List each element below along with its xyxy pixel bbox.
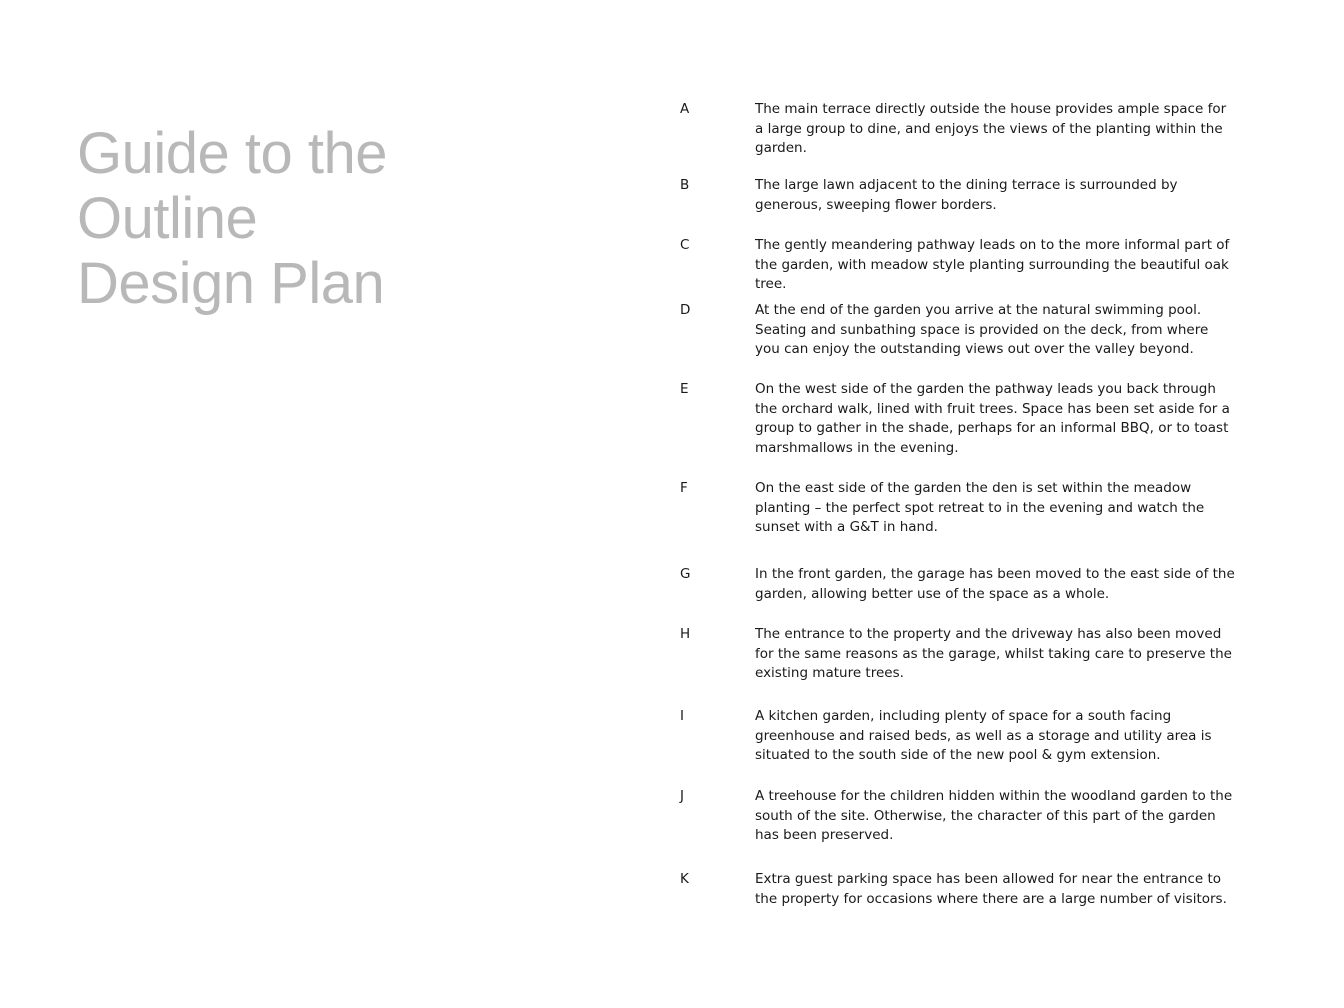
legend-letter: I: [680, 708, 684, 724]
legend-letter: C: [680, 237, 690, 253]
page-title-line-3: Design Plan: [77, 251, 385, 316]
legend-text: The main terrace directly outside the house provides ample space for a large group to dine, and enjoys the views of the planting within the garden.: [755, 101, 1227, 156]
legend-letter: G: [680, 566, 691, 582]
legend-text: Extra guest parking space has been allowed for near the entrance to the property for occasions where there are a large number of visitors.: [755, 871, 1227, 907]
legend-letter: A: [680, 101, 690, 117]
legend-text: In the front garden, the garage has been moved to the east side of the garden, allowing better use of the space as a whole.: [755, 566, 1235, 602]
legend-letter: D: [680, 302, 691, 318]
legend-letter: K: [680, 871, 689, 887]
page-title: [77, 121, 477, 316]
legend-letter: H: [680, 626, 691, 642]
page-title-line-1: Guide to the: [77, 121, 387, 186]
legend-text: On the west side of the garden the pathway leads you back through the orchard walk, lined with fruit trees. Space has been set aside for a group to gather in the shade, perhaps for an informal BBQ, or to toast marshmallows in the evening.: [755, 381, 1230, 456]
legend-text: At the end of the garden you arrive at the natural swimming pool. Seating and sunbathing space is provided on the deck, from where you can enjoy the outstanding views out over the valley beyond.: [755, 302, 1209, 357]
legend-letter: B: [680, 177, 690, 193]
legend-text: A treehouse for the children hidden within the woodland garden to the south of the site. Otherwise, the character of this part of the garden has been preserved.: [755, 788, 1233, 843]
legend-letter: E: [680, 381, 689, 397]
legend-letter: J: [680, 788, 684, 804]
legend-text: The gently meandering pathway leads on to the more informal part of the garden, with meadow style planting surrounding the beautiful oak tree.: [755, 237, 1230, 292]
page-title-line-2: Outline: [77, 186, 258, 251]
legend-letter: F: [680, 480, 688, 496]
legend-text: On the east side of the garden the den is set within the meadow planting – the perfect spot retreat to in the evening and watch the sunset with a G&T in hand.: [755, 480, 1205, 535]
legend-text: The large lawn adjacent to the dining terrace is surrounded by generous, sweeping flower borders.: [755, 177, 1178, 213]
legend-text: A kitchen garden, including plenty of space for a south facing greenhouse and raised beds, as well as a storage and utility area is situated to the south side of the new pool & gym extension.: [755, 708, 1212, 763]
legend-text: The entrance to the property and the driveway has also been moved for the same reasons as the garage, whilst taking care to preserve the existing mature trees.: [755, 626, 1232, 681]
